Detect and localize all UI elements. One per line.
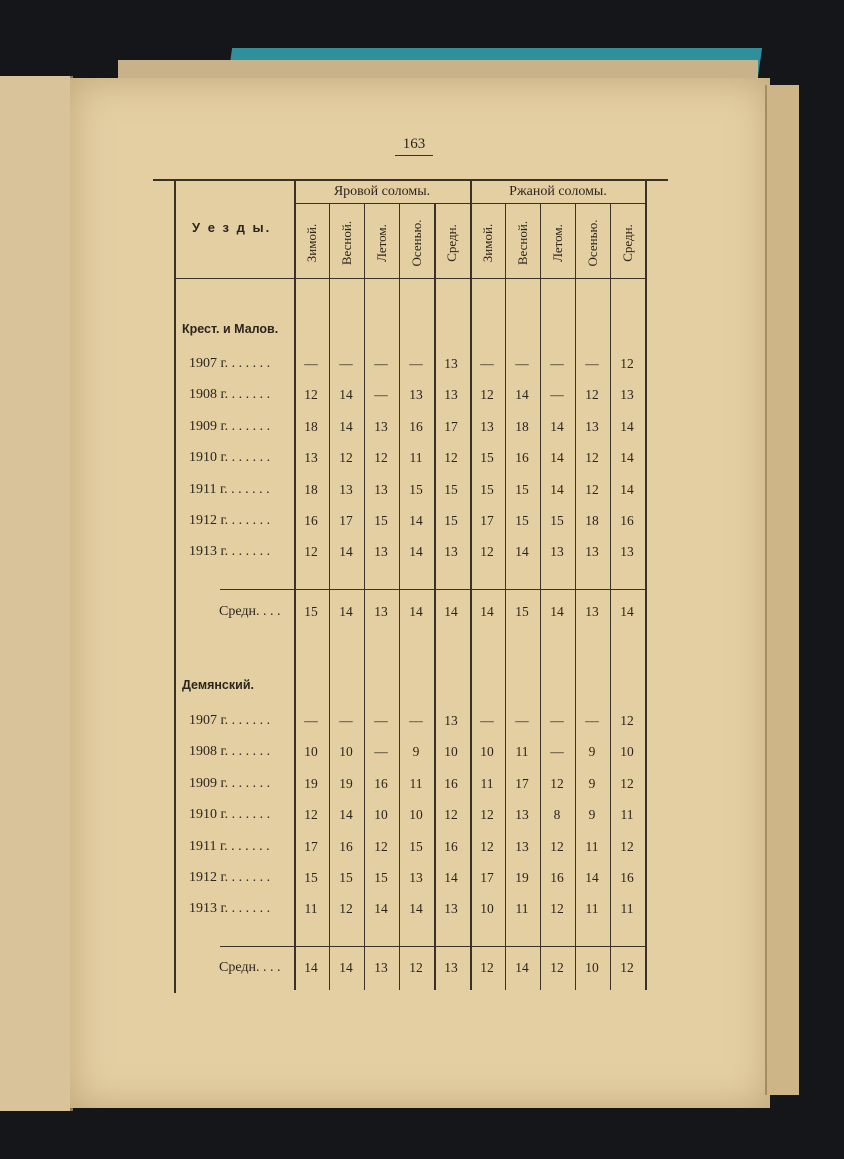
table-cell: 16 — [620, 513, 634, 528]
table-cell: 19 — [304, 775, 318, 791]
table-cell: 14 — [620, 481, 634, 497]
table-cell: — — [585, 713, 599, 728]
table-cell: 9 — [588, 807, 596, 823]
column-rule — [470, 181, 472, 990]
table-cell: 15 — [374, 513, 388, 528]
year-label: 1907 г. . . . . . . — [189, 356, 271, 371]
column-header-season: Средн. — [619, 224, 635, 262]
table-cell: 11 — [409, 775, 423, 791]
table-cell: 9 — [588, 744, 596, 760]
table-cell: 12 — [585, 481, 599, 497]
average-cell: 13 — [444, 960, 458, 975]
table-cell: 8 — [553, 807, 561, 823]
table-cell: 12 — [620, 713, 634, 728]
table-cell: 14 — [409, 901, 423, 917]
table-right-rule — [645, 181, 647, 990]
table-cell: 11 — [585, 901, 599, 917]
table-cell: 12 — [339, 901, 353, 917]
table-cell: 10 — [444, 744, 458, 760]
table-cell: 12 — [304, 807, 318, 823]
table-cell: 13 — [444, 713, 458, 728]
table-cell: 12 — [304, 544, 318, 560]
table-cell: 16 — [444, 838, 458, 854]
group-header-rye-straw: Ржаной соломы. — [509, 184, 607, 199]
year-label: 1910 г. . . . . . . — [189, 807, 271, 823]
column-header-season: Осенью. — [584, 219, 600, 267]
table-cell: 14 — [374, 901, 388, 917]
table-cell: 11 — [409, 450, 423, 466]
table-cell: 12 — [550, 775, 564, 791]
table-cell: — — [304, 713, 318, 728]
average-cell: 13 — [374, 960, 388, 975]
table-cell: 14 — [515, 387, 529, 403]
table-cell: 12 — [620, 775, 634, 791]
table-cell: 13 — [444, 901, 458, 917]
table-cell: 12 — [480, 387, 494, 403]
table-cell: 11 — [304, 901, 318, 917]
table-cell: 18 — [304, 481, 318, 497]
table-cell: 13 — [550, 544, 564, 560]
table-cell: 15 — [409, 481, 423, 497]
table-cell: 14 — [339, 544, 353, 560]
year-label: 1911 г. . . . . . . — [189, 838, 270, 854]
table-cell: 12 — [480, 838, 494, 854]
average-cell: 14 — [480, 604, 494, 619]
table-cell: 10 — [409, 807, 423, 823]
table-cell: 16 — [339, 838, 353, 854]
table-cell: 18 — [515, 418, 529, 434]
average-cell: 13 — [585, 604, 599, 619]
table-cell: 17 — [444, 418, 458, 434]
average-cell: 14 — [515, 960, 529, 975]
table-cell: 13 — [444, 544, 458, 560]
table-cell: 13 — [374, 481, 388, 497]
table-cell: 13 — [374, 544, 388, 560]
table-cell: 13 — [620, 387, 634, 403]
table-cell: 15 — [480, 481, 494, 497]
table-cell: 13 — [585, 544, 599, 560]
avg-rule-1 — [220, 589, 646, 590]
avg-rule-2 — [220, 946, 646, 947]
year-label: 1912 г. . . . . . . — [189, 870, 271, 885]
table-cell: 16 — [550, 870, 564, 885]
table-cell: 12 — [304, 387, 318, 403]
table-cell: — — [409, 356, 423, 371]
table-cell: 15 — [304, 870, 318, 885]
table-cell: 12 — [620, 838, 634, 854]
table-cell: 16 — [304, 513, 318, 528]
year-label: 1912 г. . . . . . . — [189, 513, 271, 528]
district-name: Демянский. — [182, 678, 254, 692]
page-number: 163 — [395, 136, 433, 156]
table-cell: 12 — [620, 356, 634, 371]
table-cell: 14 — [550, 418, 564, 434]
table-cell: 10 — [620, 744, 634, 760]
table-cell: 9 — [588, 775, 596, 791]
table-cell: 17 — [480, 870, 494, 885]
table-cell: 11 — [515, 901, 529, 917]
table-cell: 14 — [339, 387, 353, 403]
column-header-season: Летом. — [549, 224, 565, 262]
year-label: 1911 г. . . . . . . — [189, 481, 270, 497]
year-label: 1907 г. . . . . . . — [189, 713, 271, 728]
table-cell: 10 — [339, 744, 353, 760]
year-label: 1909 г. . . . . . . — [189, 418, 271, 434]
group-header-spring-straw: Яровой соломы. — [333, 184, 431, 199]
table-cell: — — [304, 356, 318, 371]
table-cell: — — [374, 713, 388, 728]
table-cell: 13 — [444, 387, 458, 403]
table-cell: 12 — [550, 901, 564, 917]
table-cell: — — [515, 356, 529, 371]
average-cell: 12 — [480, 960, 494, 975]
table-cell: 14 — [620, 418, 634, 434]
average-cell: 14 — [339, 604, 353, 619]
table-cell: 12 — [585, 387, 599, 403]
table-cell: 14 — [339, 807, 353, 823]
table-cell: 18 — [585, 513, 599, 528]
table-cell: 12 — [550, 838, 564, 854]
table-cell: 12 — [480, 807, 494, 823]
table-cell: 17 — [515, 775, 529, 791]
table-cell: 13 — [515, 807, 529, 823]
table-cell: 10 — [480, 744, 494, 760]
year-label: 1908 г. . . . . . . — [189, 387, 271, 403]
table-cell: 14 — [550, 481, 564, 497]
average-cell: 14 — [409, 604, 423, 619]
column-rule — [294, 181, 296, 990]
table-cell: — — [550, 387, 564, 403]
year-label: 1913 г. . . . . . . — [189, 544, 271, 560]
table-cell: 13 — [374, 418, 388, 434]
table-cell: 15 — [374, 870, 388, 885]
table-top-rule — [153, 179, 668, 181]
table-cell: — — [550, 356, 564, 371]
table-cell: 13 — [444, 356, 458, 371]
table-cell: 13 — [480, 418, 494, 434]
average-cell: 14 — [444, 604, 458, 619]
district-name: Крест. и Малов. — [182, 322, 279, 336]
column-header-season: Зимой. — [303, 223, 319, 263]
average-cell: 12 — [409, 960, 423, 975]
average-cell: 13 — [374, 604, 388, 619]
average-label: Средн. . . . — [219, 960, 281, 975]
left-page-edge — [0, 76, 73, 1111]
average-cell: 15 — [304, 604, 318, 619]
average-cell: 12 — [620, 960, 634, 975]
table-cell: 12 — [339, 450, 353, 466]
table-cell: 19 — [339, 775, 353, 791]
table-cell: 18 — [304, 418, 318, 434]
table-cell: 10 — [304, 744, 318, 760]
table-cell: 13 — [409, 870, 423, 885]
table-cell: 9 — [412, 744, 420, 760]
year-label: 1910 г. . . . . . . — [189, 450, 271, 466]
table-cell: 10 — [374, 807, 388, 823]
table-cell: 11 — [585, 838, 599, 854]
table-cell: 12 — [374, 450, 388, 466]
table-cell: 17 — [480, 513, 494, 528]
table-cell: 13 — [304, 450, 318, 466]
table-cell: — — [374, 744, 388, 760]
table-cell: 13 — [515, 838, 529, 854]
table-cell: 14 — [339, 418, 353, 434]
column-header-uezd: У е з д ы. — [192, 220, 272, 235]
table-cell: 14 — [409, 544, 423, 560]
table-cell: 12 — [444, 450, 458, 466]
table-cell: 16 — [374, 775, 388, 791]
table-cell: 14 — [444, 870, 458, 885]
table-cell: 14 — [550, 450, 564, 466]
column-header-season: Весной. — [338, 220, 354, 266]
table-cell: 11 — [620, 901, 634, 917]
table-cell: — — [374, 387, 388, 403]
table-cell: — — [480, 356, 494, 371]
table-cell: 15 — [409, 838, 423, 854]
table-cell: — — [409, 713, 423, 728]
average-cell: 14 — [304, 960, 318, 975]
year-label: 1909 г. . . . . . . — [189, 775, 271, 791]
average-cell: 14 — [339, 960, 353, 975]
table-cell: — — [480, 713, 494, 728]
table-cell: — — [374, 356, 388, 371]
average-cell: 10 — [585, 960, 599, 975]
column-header-season: Весной. — [514, 220, 530, 266]
table-cell: 15 — [515, 513, 529, 528]
column-header-season: Летом. — [373, 224, 389, 262]
table-cell: 14 — [585, 870, 599, 885]
table-cell: 13 — [339, 481, 353, 497]
table-cell: 16 — [515, 450, 529, 466]
table-cell: 13 — [620, 544, 634, 560]
page-stack-edge — [765, 85, 799, 1095]
table-cell: 11 — [480, 775, 494, 791]
table-cell: 14 — [515, 544, 529, 560]
average-cell: 14 — [620, 604, 634, 619]
table-cell: — — [339, 713, 353, 728]
table-cell: 15 — [339, 870, 353, 885]
table-cell: 12 — [374, 838, 388, 854]
average-cell: 14 — [550, 604, 564, 619]
column-header-season: Зимой. — [479, 223, 495, 263]
average-label: Средн. . . . — [219, 604, 281, 619]
table-cell: — — [339, 356, 353, 371]
table-cell: 12 — [585, 450, 599, 466]
table-cell: 15 — [444, 513, 458, 528]
average-cell: 12 — [550, 960, 564, 975]
table-cell: 16 — [444, 775, 458, 791]
column-header-season: Осенью. — [408, 219, 424, 267]
table-cell: 13 — [409, 387, 423, 403]
table-cell: 14 — [620, 450, 634, 466]
table-cell: — — [550, 713, 564, 728]
year-label: 1913 г. . . . . . . — [189, 901, 271, 917]
table-cell: 10 — [480, 901, 494, 917]
column-header-season: Средн. — [443, 224, 459, 262]
table-cell: 12 — [480, 544, 494, 560]
average-cell: 15 — [515, 604, 529, 619]
table-cell: 17 — [304, 838, 318, 854]
table-cell: 11 — [515, 744, 529, 760]
table-cell: 16 — [620, 870, 634, 885]
table-cell: 15 — [515, 481, 529, 497]
table-cell: 19 — [515, 870, 529, 885]
table-cell: 15 — [550, 513, 564, 528]
table-cell: — — [550, 744, 564, 760]
table-cell: 11 — [620, 807, 634, 823]
table-cell: 13 — [585, 418, 599, 434]
table-cell: — — [515, 713, 529, 728]
table-left-rule — [174, 181, 176, 993]
table-cell: 15 — [480, 450, 494, 466]
table-cell: 17 — [339, 513, 353, 528]
table-cell: — — [585, 356, 599, 371]
table-cell: 16 — [409, 418, 423, 434]
year-label: 1908 г. . . . . . . — [189, 744, 271, 760]
table-cell: 12 — [444, 807, 458, 823]
table-cell: 15 — [444, 481, 458, 497]
table-cell: 14 — [409, 513, 423, 528]
